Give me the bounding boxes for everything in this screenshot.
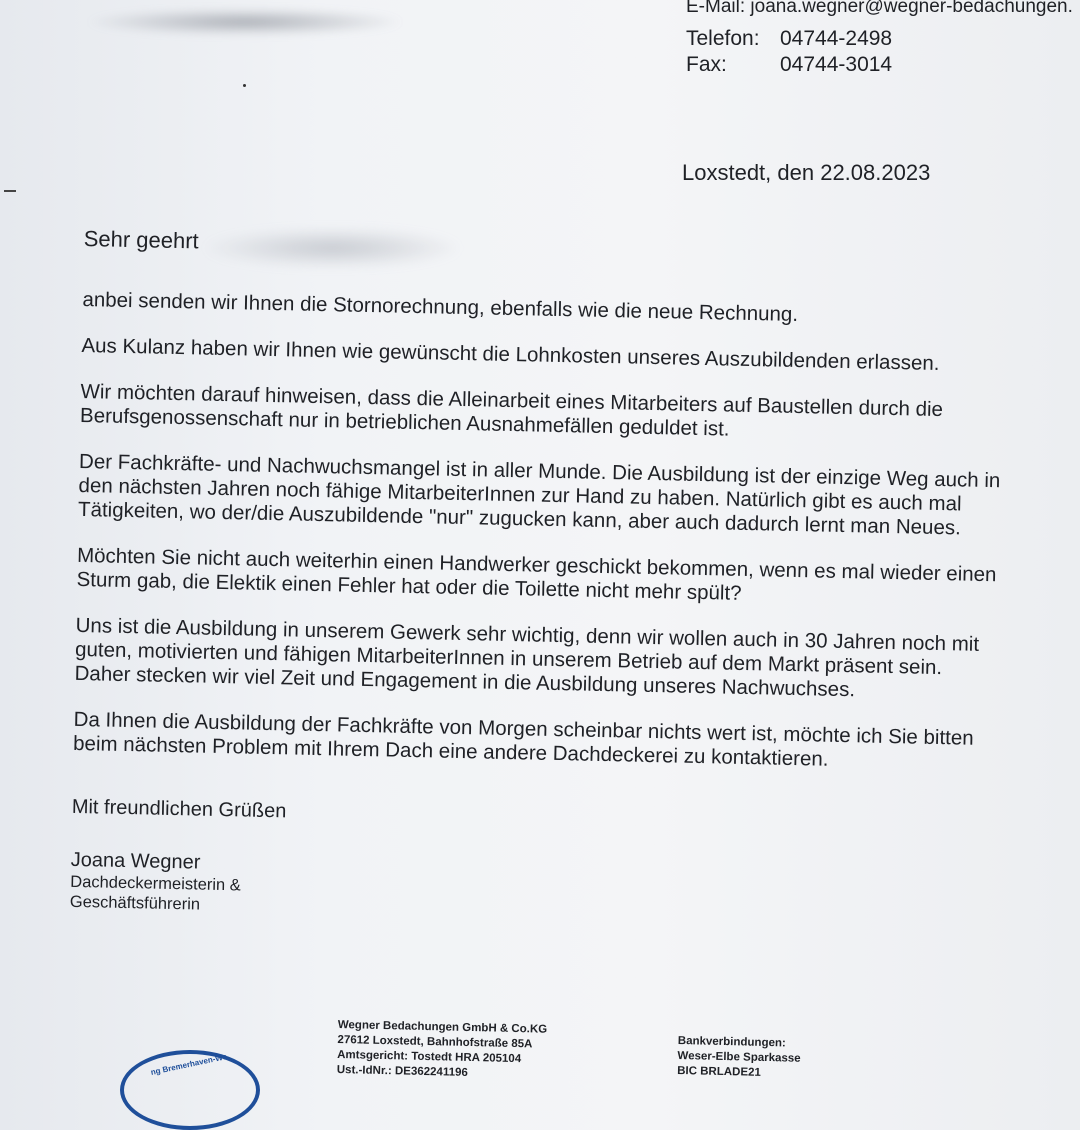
paragraph: anbei senden wir Ihnen die Stornorechnung, ebenfalls wie die neue Rechnung. (82, 287, 799, 326)
closing: Mit freundlichen Grüßen (71, 795, 287, 823)
bank-heading: Bankverbindungen: (677, 1034, 786, 1050)
paper-speck (243, 84, 246, 87)
email-label: E-Mail: (686, 0, 746, 17)
email-row (686, 0, 1073, 20)
footer-vat: Ust.-IdNr.: DE362241196 (336, 1063, 468, 1079)
paragraph: Aus Kulanz haben wir Ihnen wie gewünscht die Lohnkosten unseres Auszubildenden erlassen. (81, 333, 940, 375)
paragraph: Uns ist die Ausbildung in unserem Gewerk sehr wichtig, denn wir wollen auch in 30 Jahren noch mit guten, motivierten und fähigen MitarbeiterInnen in unserem Betrieb auf dem Markt präsent sein. Daher stecken wir viel Zeit und Engagement in die Ausbildung unseres Nachwuchses. (74, 613, 980, 702)
email-value: joana.wegner@wegner-bedachungen. (750, 0, 1073, 17)
paragraph: Da Ihnen die Ausbildung der Fachkräfte von Morgen scheinbar nichts wert ist, möchte ich Sie bitten beim nächsten Problem mit Ihrem Dach eine andere Dachdeckerei zu kontaktieren. (72, 707, 974, 771)
seal-text: ng Bremerhaven-We (149, 1052, 228, 1077)
footer-company: Wegner Bedachungen GmbH & Co.KG (337, 1018, 548, 1036)
footer-court: Amtsgericht: Tostedt HRA 205104 (337, 1048, 522, 1066)
letter-date: Loxstedt, den 22.08.2023 (682, 160, 931, 185)
phone-value: 04744-2498 (780, 27, 893, 50)
fold-mark (4, 190, 16, 192)
fax-label: Fax: (686, 53, 727, 76)
signer-title-2: Geschäftsführerin (69, 892, 201, 914)
bank-bic: BIC BRLADE21 (677, 1064, 761, 1079)
paragraph: Der Fachkräfte- und Nachwuchsmangel ist in aller Munde. Die Ausbildung ist der einzige Weg auch in den nächsten Jahren noch fähige MitarbeiterInnen zur Hand zu haben. Natürlich gibt es auch mal Tätigkeiten, wo der/die Auszubildende "nur" zugucken kann, aber auch dadurch lernt man Neues. (77, 449, 1001, 540)
phone-label: Telefon: (686, 27, 760, 50)
company-footer (337, 1018, 548, 1083)
paragraph: Wir möchten darauf hinweisen, dass die Alleinarbeit eines Mitarbeiters auf Baustellen durch die Berufsgenossenschaft nur in betrieblichen Ausnahmefällen geduldet ist. (79, 379, 944, 441)
footer-address: 27612 Loxstedt, Bahnhofstraße 85A (337, 1033, 533, 1051)
signer-name: Joana Wegner (70, 848, 201, 874)
fax-value: 04744-3014 (780, 53, 893, 76)
bank-name: Weser-Elbe Sparkasse (677, 1049, 801, 1065)
phone-row (686, 26, 1073, 52)
salutation: Sehr geehrt (83, 226, 199, 254)
contact-block (686, 0, 1073, 78)
signer-title-1: Dachdeckermeisterin & (70, 872, 241, 895)
fax-row (686, 52, 1073, 78)
bank-footer (677, 1034, 801, 1082)
redacted-sender (85, 8, 405, 36)
letter-body (70, 226, 1009, 931)
paragraph: Möchten Sie nicht auch weiterhin einen Handwerker geschickt bekommen, wenn es mal wieder einen Sturm gab, die Elektik einen Fehler hat oder die Toilette nicht mehr spült? (76, 543, 997, 605)
